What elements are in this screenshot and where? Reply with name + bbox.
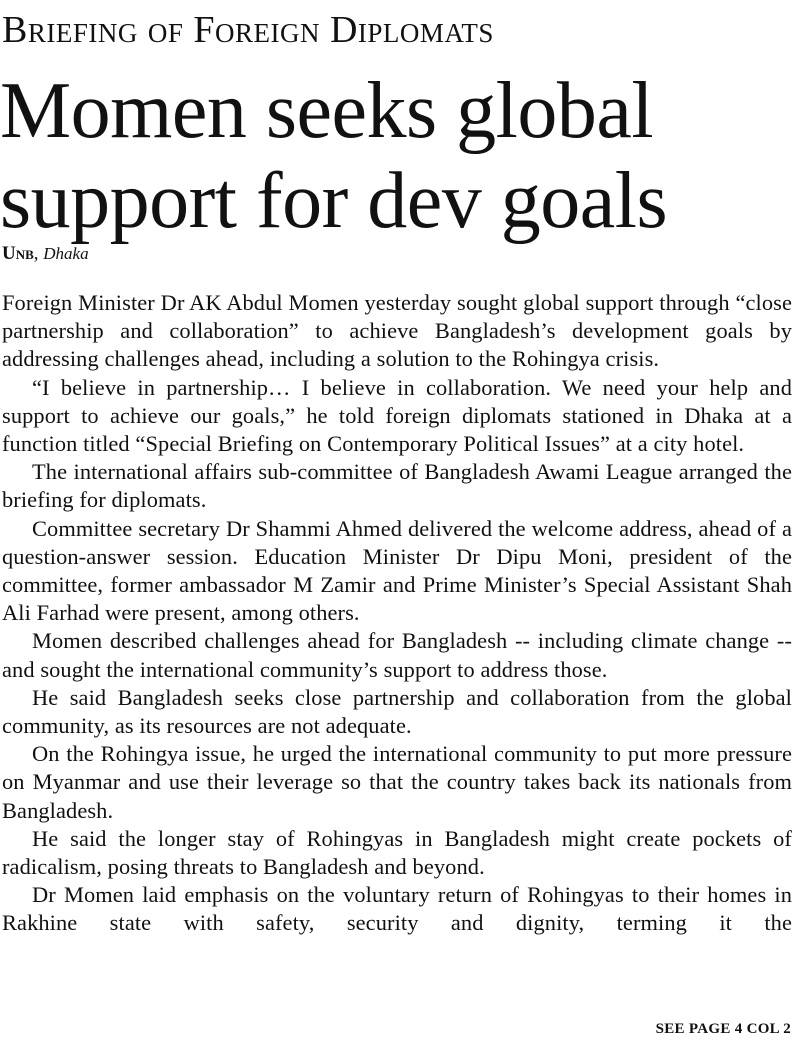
article-paragraph: On the Rohingya issue, he urged the international community to put more pressure on Myanmar and use their leverage so that the country takes back its nationals from Bangladesh. — [2, 741, 792, 823]
article-paragraph: Momen described challenges ahead for Bangladesh -- including climate change -- and sought the international community’s support to address those. — [2, 628, 792, 682]
byline-separator: , — [33, 243, 39, 264]
article-paragraph: Committee secretary Dr Shammi Ahmed delivered the welcome address, ahead of a question-answer session. Education Minister Dr Dipu Moni, president of the committee, former ambassador M Zamir and Prime Minister’s Special Assistant Shah Ali Farhad were present, among others. — [2, 515, 792, 626]
byline — [2, 243, 89, 265]
headline-line-2: support for dev goals — [0, 157, 668, 245]
headline — [0, 66, 793, 246]
article-paragraph: He said Bangladesh seeks close partnership and collaboration from the global community, as its resources are not adequate. — [2, 684, 792, 739]
byline-dateline: Dhaka — [43, 244, 89, 263]
continuation-jump-line: SEE PAGE 4 COL 2 — [655, 1021, 791, 1037]
article-paragraph: Foreign Minister Dr AK Abdul Momen yesterday sought global support through “close partnership and collaboration” to achieve Bangladesh’s development goals by addressing challenges ahead, including a solution to the Rohingya crisis. — [2, 290, 792, 372]
byline-agency: Unb — [2, 243, 34, 264]
article-paragraph: He said the longer stay of Rohingyas in Bangladesh might create pockets of radicalism, posing threats to Bangladesh and beyond. — [2, 825, 792, 880]
article-paragraph: Dr Momen laid emphasis on the voluntary return of Rohingyas to their homes in Rakhine state with safety, security and dignity, terming it the — [2, 882, 792, 936]
article-paragraph: “I believe in partnership… I believe in collaboration. We need your help and support to achieve our goals,” he told foreign diplomats stationed in Dhaka at a function titled “Special Briefing on Contemporary Political Issues” at a city hotel. — [2, 374, 792, 457]
article-body — [2, 289, 792, 938]
section-kicker: Briefing of Foreign Diplomats — [2, 9, 494, 51]
headline-line-1: Momen seeks global — [0, 67, 654, 155]
article-paragraph: The international affairs sub-committee of Bangladesh Awami League arranged the briefing for diplomats. — [2, 459, 792, 513]
